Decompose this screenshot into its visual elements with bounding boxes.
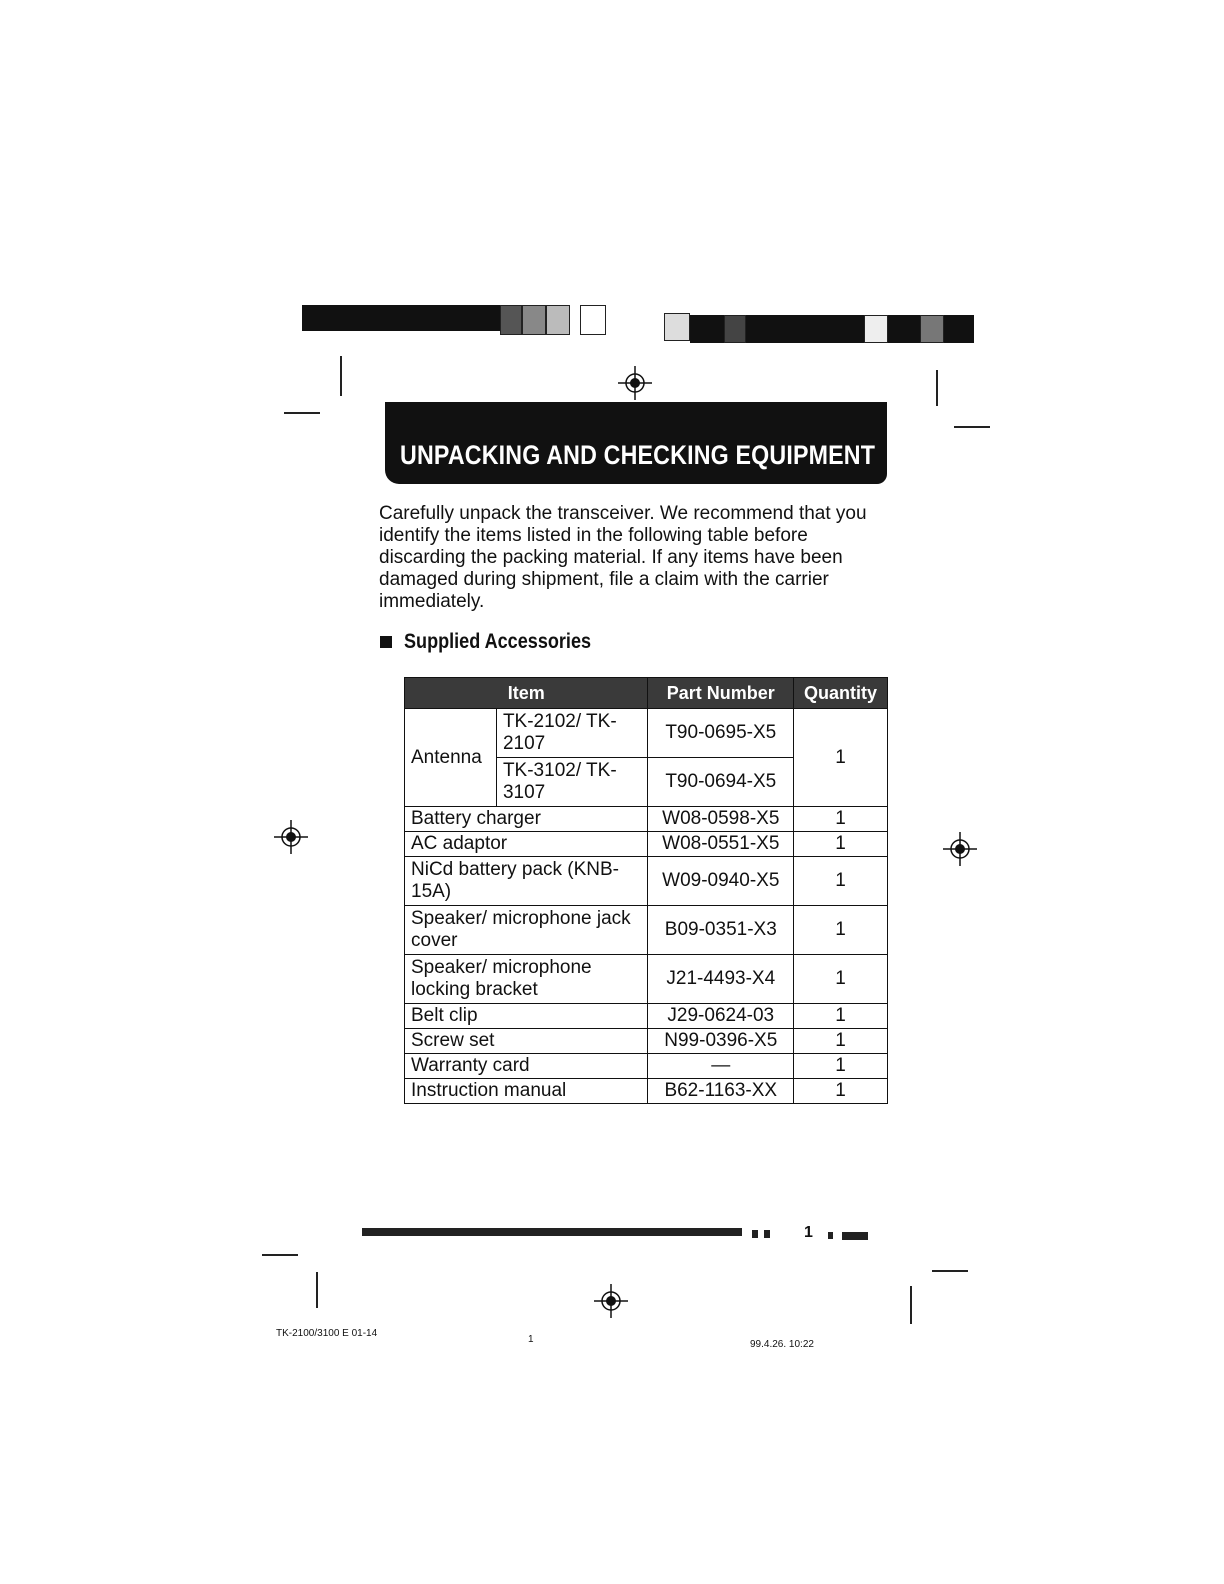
registration-square: [724, 315, 746, 343]
item-name: Instruction manual: [405, 1079, 648, 1104]
footer-bar-tick: [764, 1230, 770, 1238]
part-number: —: [648, 1054, 794, 1079]
crop-mark: [284, 412, 320, 414]
item-name: Speaker/ microphone jack cover: [405, 906, 648, 955]
table-row: [405, 955, 888, 1004]
table-row: [405, 1004, 888, 1029]
part-number: W08-0598-X5: [648, 807, 794, 832]
part-number: W08-0551-X5: [648, 832, 794, 857]
quantity: 1: [794, 857, 888, 906]
quantity: 1: [794, 1004, 888, 1029]
registration-square: [500, 305, 522, 335]
section-heading: [380, 630, 621, 654]
accessories-table: [404, 677, 888, 1104]
part-number: B09-0351-X3: [648, 906, 794, 955]
page-number: 1: [804, 1224, 813, 1241]
part-number: T90-0694-X5: [648, 758, 794, 807]
part-number: J21-4493-X4: [648, 955, 794, 1004]
crop-mark: [262, 1254, 298, 1256]
square-bullet-icon: [380, 636, 392, 648]
crop-mark: [936, 370, 938, 406]
footer-bar-tick: [752, 1230, 758, 1238]
registration-target-icon: [618, 366, 652, 400]
quantity: 1: [794, 1079, 888, 1104]
part-number: W09-0940-X5: [648, 857, 794, 906]
quantity: 1: [794, 1029, 888, 1054]
table-row: [405, 906, 888, 955]
quantity: 1: [794, 709, 888, 807]
quantity: 1: [794, 1054, 888, 1079]
print-timestamp: 99.4.26. 10:22: [750, 1339, 814, 1350]
top-registration-bar-left: [302, 305, 502, 331]
registration-target-icon: [274, 820, 308, 854]
quantity: 1: [794, 807, 888, 832]
registration-square: [580, 305, 606, 335]
quantity: 1: [794, 832, 888, 857]
crop-mark: [932, 1270, 968, 1272]
page-title: UNPACKING AND CHECKING EQUIPMENT: [400, 440, 876, 470]
item-name: NiCd battery pack (KNB-15A): [405, 857, 648, 906]
part-number: J29-0624-03: [648, 1004, 794, 1029]
table-row: [405, 832, 888, 857]
footer-bar-end: [842, 1232, 868, 1240]
item-name: Screw set: [405, 1029, 648, 1054]
footer-rule: [362, 1228, 742, 1236]
table-row: [405, 1029, 888, 1054]
item-name: Belt clip: [405, 1004, 648, 1029]
registration-target-icon: [594, 1284, 628, 1318]
table-header-row: [405, 678, 888, 709]
table-row: [405, 1054, 888, 1079]
antenna-label: Antenna: [405, 709, 497, 807]
quantity: 1: [794, 906, 888, 955]
column-header-quantity: Quantity: [794, 678, 888, 709]
footer-bar-tick: [828, 1232, 833, 1239]
part-number: B62-1163-XX: [648, 1079, 794, 1104]
antenna-model: TK-2102/ TK-2107: [496, 709, 648, 758]
item-name: Speaker/ microphone locking bracket: [405, 955, 648, 1004]
crop-mark: [340, 356, 342, 396]
quantity: 1: [794, 955, 888, 1004]
column-header-item: Item: [405, 678, 648, 709]
part-number: N99-0396-X5: [648, 1029, 794, 1054]
table-row: [405, 1079, 888, 1104]
sheet-number: 1: [528, 1334, 534, 1345]
registration-target-icon: [943, 832, 977, 866]
crop-mark: [954, 426, 990, 428]
item-name: Warranty card: [405, 1054, 648, 1079]
item-name: Battery charger: [405, 807, 648, 832]
registration-square: [522, 305, 546, 335]
registration-square: [664, 313, 690, 341]
column-header-part-number: Part Number: [648, 678, 794, 709]
intro-paragraph: Carefully unpack the transceiver. We recommend that you identify the items listed in the following table before discarding the packing material. If any items have been damaged during shipment, file a claim with the carrier immediately.: [379, 503, 867, 612]
part-number: T90-0695-X5: [648, 709, 794, 758]
table-row: [405, 857, 888, 906]
table-row: [405, 709, 888, 758]
doc-code: TK-2100/3100 E 01-14: [276, 1328, 378, 1339]
crop-mark: [316, 1272, 318, 1308]
table-row: [405, 807, 888, 832]
crop-mark: [910, 1286, 912, 1324]
registration-square: [864, 315, 888, 343]
item-name: AC adaptor: [405, 832, 648, 857]
registration-square: [920, 315, 944, 343]
section-title: Supplied Accessories: [404, 630, 592, 653]
registration-square: [546, 305, 570, 335]
antenna-model: TK-3102/ TK-3107: [496, 758, 648, 807]
